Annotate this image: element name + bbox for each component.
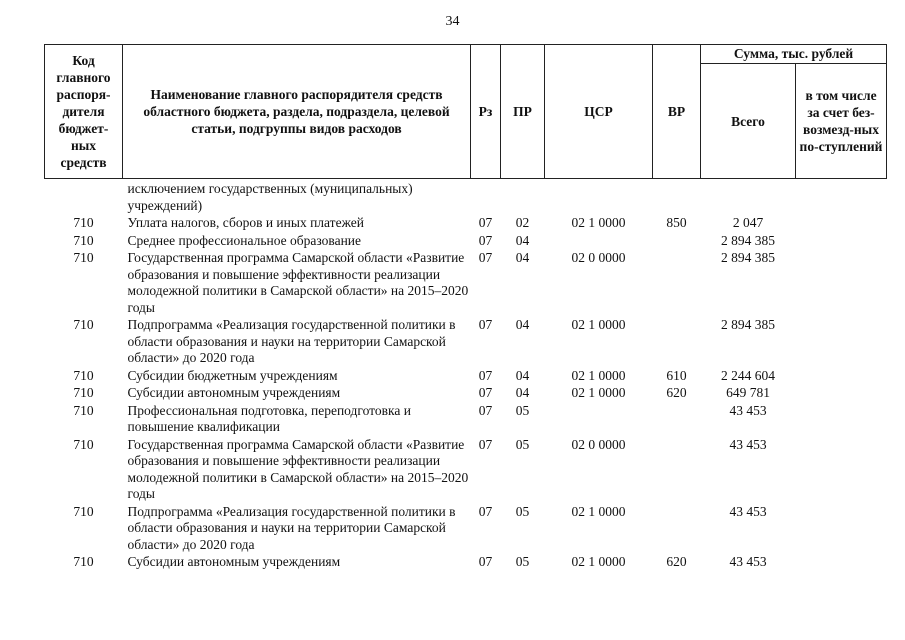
cell-vr xyxy=(653,249,701,316)
table-row xyxy=(45,316,887,367)
cell-free xyxy=(796,316,887,367)
cell-pr: 02 xyxy=(515,215,530,230)
cell-csr: 02 1 0000 xyxy=(571,367,626,383)
cell-name: Субсидии автономным учреждениям xyxy=(127,554,341,569)
cell-free xyxy=(796,436,887,503)
cell-rz: 07 xyxy=(478,554,493,569)
header-total: Всего xyxy=(701,64,796,179)
cell-name: Подпрограмма «Реализация государственной политики в области образования и науки на территории Самарской области» до 2020 года xyxy=(127,317,456,365)
cell-name: Субсидии бюджетным учреждениям xyxy=(127,367,338,383)
table-row xyxy=(45,402,887,436)
cell-pr: 04 xyxy=(515,232,530,248)
header-free: в том числе за счет без-возмезд-ных по-ступлений xyxy=(796,64,887,179)
cell-code xyxy=(45,179,123,215)
cell-name: Среднее профессиональное образование xyxy=(127,232,362,248)
cell-rz: 07 xyxy=(478,436,493,452)
cell-vr: 850 xyxy=(666,215,687,230)
cell-pr: 04 xyxy=(515,385,530,400)
cell-free xyxy=(796,249,887,316)
cell-rz: 07 xyxy=(478,385,493,400)
table-row xyxy=(45,384,887,402)
cell-rz: 07 xyxy=(478,367,493,383)
cell-code: 710 xyxy=(73,503,94,519)
cell-code: 710 xyxy=(73,367,94,383)
cell-csr: 02 1 0000 xyxy=(571,554,626,569)
cell-code: 710 xyxy=(73,554,94,569)
cell-csr: 02 0 0000 xyxy=(571,250,626,265)
cell-code: 710 xyxy=(73,215,94,230)
cell-total: 2 047 xyxy=(732,215,764,230)
cell-total: 2 894 385 xyxy=(721,232,775,248)
cell-csr: 02 1 0000 xyxy=(571,503,626,519)
cell-csr: 02 1 0000 xyxy=(571,317,626,332)
cell-pr: 04 xyxy=(515,367,530,383)
cell-pr xyxy=(501,179,545,215)
cell-vr xyxy=(653,402,701,436)
cell-vr xyxy=(653,436,701,503)
cell-pr: 04 xyxy=(515,317,530,332)
cell-rz: 07 xyxy=(478,215,493,230)
header-csr: ЦСР xyxy=(545,45,653,179)
cell-rz: 07 xyxy=(478,250,493,265)
cell-code: 710 xyxy=(73,317,94,332)
table-row xyxy=(45,436,887,503)
cell-csr: 02 0 0000 xyxy=(571,436,626,452)
cell-vr xyxy=(653,179,701,215)
cell-pr: 04 xyxy=(515,250,530,265)
cell-code: 710 xyxy=(73,385,94,400)
table-row xyxy=(45,503,887,554)
cell-pr: 05 xyxy=(515,554,530,569)
cell-code: 710 xyxy=(73,402,94,418)
cell-code: 710 xyxy=(73,250,94,265)
header-code: Код главного распоря-дителя бюджет-ных средств xyxy=(45,45,123,179)
page-number: 34 xyxy=(445,14,460,29)
cell-vr: 610 xyxy=(666,367,687,383)
cell-pr: 05 xyxy=(515,436,530,452)
cell-csr xyxy=(545,402,653,436)
cell-rz xyxy=(471,179,501,215)
header-rz: Рз xyxy=(471,45,501,179)
cell-total: 43 453 xyxy=(729,402,767,418)
header-vr: ВР xyxy=(653,45,701,179)
cell-total: 43 453 xyxy=(729,503,767,519)
table-header xyxy=(45,45,887,179)
cell-total: 2 894 385 xyxy=(721,250,775,265)
table-row xyxy=(45,179,887,215)
cell-vr xyxy=(653,503,701,554)
cell-name: Государственная программа Самарской области «Развитие образования и повышение эффективности реализации молодежной политики в Самарской области» на 2015–2020 годы xyxy=(127,250,469,315)
cell-csr: 02 1 0000 xyxy=(571,215,626,230)
cell-total: 649 781 xyxy=(726,385,770,400)
cell-name: Уплата налогов, сборов и иных платежей xyxy=(127,215,364,230)
table-row xyxy=(45,249,887,316)
cell-total: 43 453 xyxy=(729,554,767,569)
cell-code: 710 xyxy=(73,232,94,248)
cell-vr: 620 xyxy=(666,385,687,400)
cell-rz: 07 xyxy=(478,317,493,332)
cell-csr xyxy=(545,232,653,250)
table-row xyxy=(45,214,887,232)
cell-free xyxy=(796,503,887,554)
cell-free xyxy=(796,232,887,250)
cell-name: Подпрограмма «Реализация государственной политики в области образования и науки на территории Самарской области» до 2020 года xyxy=(127,503,456,552)
cell-rz: 07 xyxy=(478,503,493,519)
table-body xyxy=(45,179,887,571)
cell-free xyxy=(796,179,887,215)
cell-rz: 07 xyxy=(478,402,493,418)
header-sum-group: Сумма, тыс. рублей xyxy=(701,45,887,64)
cell-free xyxy=(796,384,887,402)
cell-name: Субсидии автономным учреждениям xyxy=(127,385,341,400)
header-pr: ПР xyxy=(501,45,545,179)
header-name: Наименование главного распорядителя средств областного бюджета, раздела, подраздела, целевой статьи, подгруппы видов расходов xyxy=(123,45,471,179)
cell-pr: 05 xyxy=(515,402,530,418)
cell-free xyxy=(796,553,887,571)
cell-name: Профессиональная подготовка, переподготовка и повышение квалификации xyxy=(127,402,411,434)
cell-csr: 02 1 0000 xyxy=(571,385,626,400)
table-row xyxy=(45,232,887,250)
cell-name: исключением государственных (муниципальных) учреждений) xyxy=(127,181,413,213)
cell-vr: 620 xyxy=(666,554,687,569)
budget-table xyxy=(44,44,887,571)
cell-rz: 07 xyxy=(478,232,493,248)
cell-name: Государственная программа Самарской области «Развитие образования и повышение эффективности реализации молодежной политики в Самарской области» на 2015–2020 годы xyxy=(127,436,469,501)
cell-csr xyxy=(545,179,653,215)
cell-free xyxy=(796,367,887,385)
cell-total xyxy=(701,179,796,215)
cell-total: 2 894 385 xyxy=(721,317,775,332)
cell-free xyxy=(796,402,887,436)
cell-vr xyxy=(653,232,701,250)
cell-code: 710 xyxy=(73,436,94,452)
cell-free xyxy=(796,214,887,232)
cell-pr: 05 xyxy=(515,503,530,519)
cell-total: 43 453 xyxy=(729,436,767,452)
table-row xyxy=(45,553,887,571)
cell-vr xyxy=(653,316,701,367)
cell-total: 2 244 604 xyxy=(721,367,775,383)
table-row xyxy=(45,367,887,385)
